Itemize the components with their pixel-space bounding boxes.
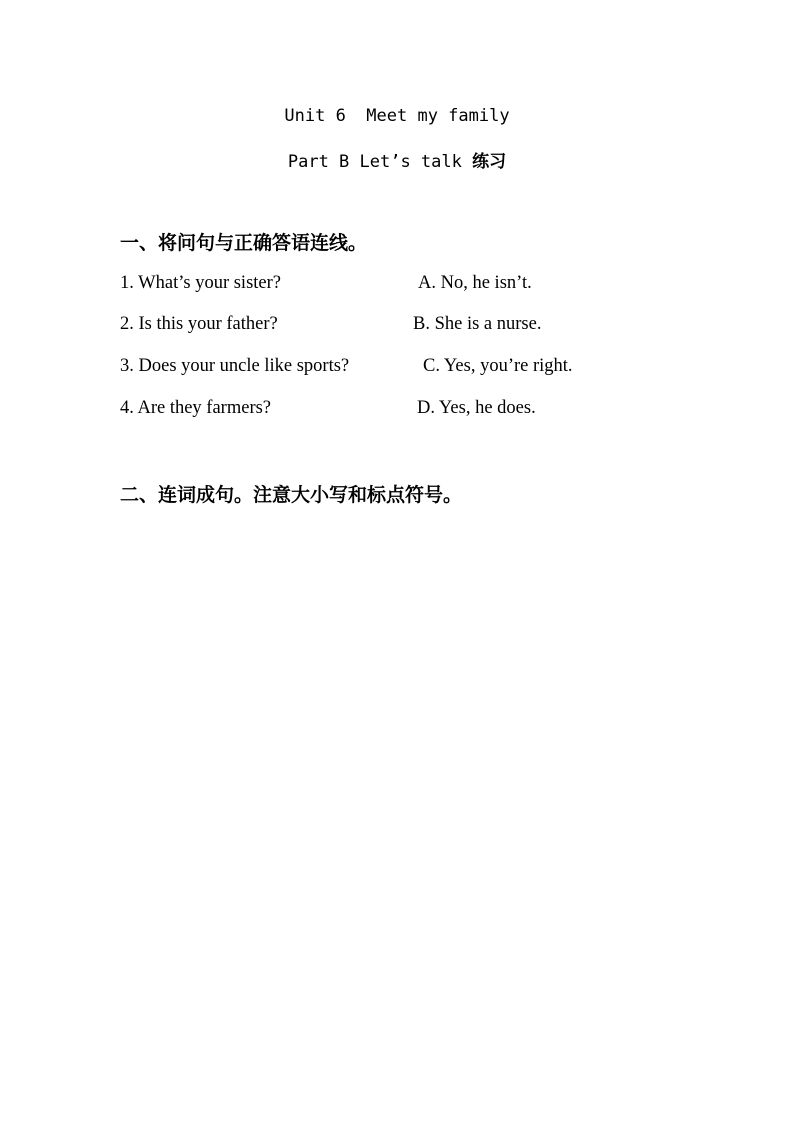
question-1: 1. What’s your sister? bbox=[120, 273, 281, 293]
section-1-heading: 一、将问句与正确答语连线。 bbox=[120, 232, 368, 254]
question-3: 3. Does your uncle like sports? bbox=[120, 356, 350, 376]
answer-b: B. She is a nurse. bbox=[413, 314, 542, 334]
worksheet-title: Unit 6 Meet my family bbox=[284, 106, 510, 126]
subtitle-chinese: 练习 bbox=[472, 152, 507, 172]
question-2: 2. Is this your father? bbox=[120, 314, 278, 334]
worksheet-subtitle bbox=[0, 147, 794, 172]
section-2-heading: 二、连词成句。注意大小写和标点符号。 bbox=[120, 484, 463, 506]
question-4: 4. Are they farmers? bbox=[120, 398, 272, 418]
answer-d: D. Yes, he does. bbox=[417, 398, 536, 418]
answer-a: A. No, he isn’t. bbox=[418, 273, 532, 293]
answer-c: C. Yes, you’re right. bbox=[423, 356, 573, 376]
subtitle-english: Part B Let’s talk bbox=[287, 152, 473, 172]
